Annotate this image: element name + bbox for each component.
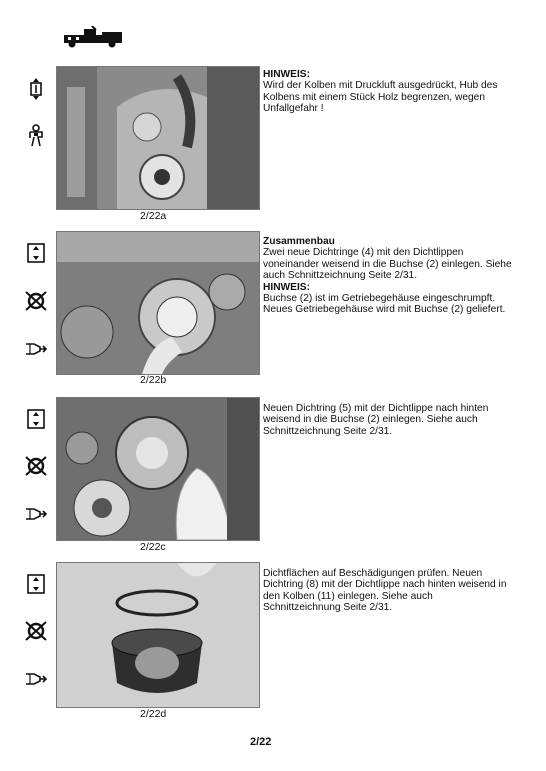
install-icon bbox=[24, 241, 48, 265]
page-number: 2/22 bbox=[250, 736, 272, 748]
note-heading: HINWEIS: bbox=[263, 281, 310, 293]
press-tool-icon bbox=[24, 337, 48, 361]
photo-2-22d bbox=[56, 562, 260, 708]
assembly-heading: Zusammenbau bbox=[263, 236, 335, 247]
instruction-2-22c bbox=[263, 403, 513, 437]
instruction-text: Neuen Dichtring (5) mit der Dichtlippe nach hinten weisend in die Buchse (2) einlegen. Siehe auch Schnittzeichnung Seite 2/31. bbox=[263, 403, 489, 437]
caption-2-22b: 2/22b bbox=[140, 374, 167, 386]
press-tool-icon bbox=[24, 502, 48, 526]
tractor-logo-icon bbox=[62, 26, 126, 48]
install-icon bbox=[24, 572, 48, 596]
photo-2-22b bbox=[56, 231, 260, 375]
instruction-2-22a bbox=[263, 69, 513, 115]
photo-2-22c bbox=[56, 397, 260, 541]
caption-2-22d: 2/22d bbox=[140, 708, 167, 720]
press-tool-icon bbox=[24, 667, 48, 691]
instruction-text: Dichtflächen auf Beschädigungen prüfen. Neuen Dichtring (8) mit der Dichtlippe nach hinten weisend in den Kolben (11) einlegen. Siehe auch Schnittzeichnung Seite 2/31. bbox=[263, 568, 507, 614]
photo-2-22a bbox=[56, 66, 260, 210]
instruction-2-22d bbox=[263, 568, 513, 614]
remove-install-icon bbox=[24, 77, 48, 101]
note-heading: HINWEIS: bbox=[263, 69, 310, 80]
note-text: Buchse (2) ist im Getriebegehäuse eingeschrumpft. Neues Getriebegehäuse wird mit Buchse (2) geliefert. bbox=[263, 293, 506, 316]
caption-2-22c: 2/22c bbox=[140, 541, 166, 553]
caption-2-22a: 2/22a bbox=[140, 210, 167, 222]
safety-person-icon bbox=[24, 124, 48, 148]
instruction-2-22b bbox=[263, 236, 513, 316]
no-reuse-icon bbox=[24, 619, 48, 643]
instruction-text: Wird der Kolben mit Druckluft ausgedrückt, Hub des Kolbens mit einem Stück Holz begrenzen, wegen Unfallgefahr ! bbox=[263, 80, 498, 115]
no-reuse-icon bbox=[24, 454, 48, 478]
install-icon bbox=[24, 407, 48, 431]
no-reuse-icon bbox=[24, 289, 48, 313]
instruction-text: Zwei neue Dichtringe (4) mit den Dichtlippen voneinander weisend in die Buchse (2) einlegen. Siehe auch Schnittzeichnung Seite 2/31. bbox=[263, 247, 512, 282]
